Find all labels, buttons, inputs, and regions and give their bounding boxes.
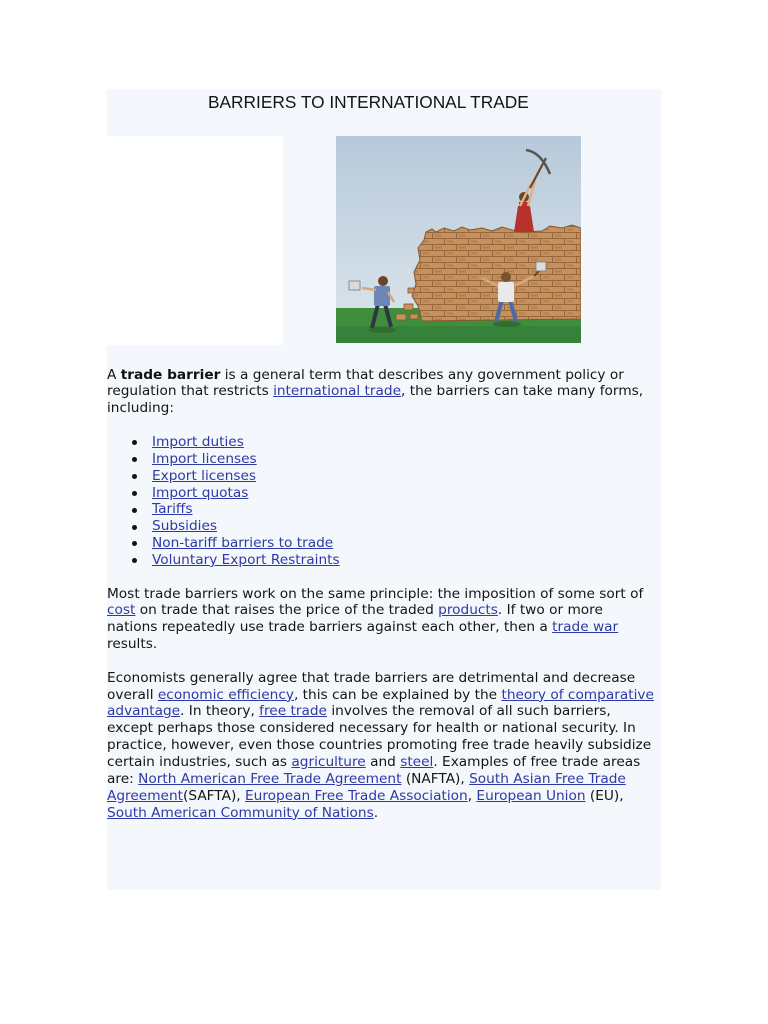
text-line: [107, 687, 663, 704]
text-run: . In theory,: [180, 703, 260, 720]
text-run: and: [365, 754, 401, 770]
link-economic-efficiency[interactable]: economic efficiency: [157, 686, 294, 703]
list-item: [107, 485, 663, 502]
link-agriculture[interactable]: agriculture: [291, 754, 366, 770]
text-run: involves the removal of all such barriers,: [326, 703, 611, 720]
link-safta[interactable]: Agreement: [107, 787, 184, 804]
link-theory-of-comparative-advantage[interactable]: advantage: [107, 703, 181, 720]
text-run: including:: [107, 400, 174, 417]
rubble: [408, 288, 414, 293]
text-line: [107, 703, 663, 720]
text-run: overall: [107, 686, 158, 703]
text-run: certain industries, such as: [107, 754, 292, 770]
link-free-trade[interactable]: free trade: [259, 703, 327, 720]
text-line: [107, 788, 663, 805]
text-run: (SAFTA),: [183, 787, 246, 804]
text-run: Most trade barriers work on the same principle: the imposition of some sort of: [107, 585, 644, 602]
list-item: [107, 468, 663, 485]
blank-image-area: [107, 136, 283, 345]
intro-paragraph: [107, 367, 663, 418]
sledgehammer-head: [536, 262, 546, 271]
rubble: [410, 314, 418, 319]
link-cost[interactable]: cost: [107, 602, 136, 619]
text-line: [107, 720, 663, 737]
text-run: Economists generally agree that trade barriers are detrimental and decrease: [107, 669, 636, 686]
text-line: [107, 805, 663, 822]
text-line: [107, 367, 663, 384]
illustration-svg: [336, 136, 581, 343]
brick-wall: [396, 225, 581, 321]
document-card: [107, 89, 661, 890]
link-efta[interactable]: European Free Trade Association: [245, 787, 468, 804]
link-safta[interactable]: South Asian Free Trade: [469, 770, 626, 787]
link-tariffs[interactable]: Tariffs: [152, 501, 193, 518]
link-non-tariff-barriers[interactable]: Non-tariff barriers to trade: [152, 535, 334, 552]
hammer-head: [349, 281, 360, 290]
text-run: . Examples of free trade areas: [433, 754, 641, 770]
text-run: except perhaps those considered necessary for health or national security. In: [107, 720, 636, 737]
text-line: [107, 383, 663, 400]
text-run: A: [107, 366, 121, 383]
list-item: [107, 518, 663, 535]
text-line: [107, 619, 663, 636]
list-item: [107, 451, 663, 468]
text-run: nations repeatedly use trade barriers against each other, then a: [107, 619, 553, 636]
list-item: [107, 434, 663, 451]
list-item: [107, 501, 663, 518]
link-european-union[interactable]: European Union: [476, 787, 586, 804]
rubble: [396, 314, 406, 320]
economists-paragraph: [107, 670, 663, 822]
text-run: (EU),: [585, 787, 624, 804]
principle-paragraph: [107, 586, 663, 653]
text-run: (NAFTA),: [401, 770, 470, 787]
barrier-types-list: [107, 434, 663, 569]
text-run: are:: [107, 770, 139, 787]
link-import-quotas[interactable]: Import quotas: [152, 484, 249, 501]
text-line: [107, 771, 663, 788]
text-line: [107, 754, 663, 771]
link-import-duties[interactable]: Import duties: [152, 433, 244, 450]
link-steel[interactable]: steel: [400, 754, 434, 770]
link-export-licenses[interactable]: Export licenses: [152, 467, 257, 484]
text-run: regulation that restricts: [107, 383, 274, 400]
text-run: results.: [107, 636, 158, 653]
text-line: [107, 737, 663, 754]
link-subsidies[interactable]: Subsidies: [152, 518, 218, 535]
text-run: .: [373, 804, 379, 821]
text-run: . If two or more: [497, 602, 603, 619]
link-theory-of-comparative-advantage[interactable]: theory of comparative: [501, 686, 654, 703]
trade-barrier-wall-illustration: [336, 136, 581, 343]
text-run: is a general term that describes any government policy or: [220, 366, 624, 383]
text-line: [107, 586, 663, 603]
list-item: [107, 535, 663, 552]
page-title: BARRIERS TO INTERNATIONAL TRADE: [208, 92, 529, 112]
text-line: [107, 602, 663, 619]
text-run: ,: [467, 787, 477, 804]
text-line: [107, 636, 663, 653]
article-body: [107, 367, 663, 839]
link-products[interactable]: products: [438, 602, 498, 619]
link-import-licenses[interactable]: Import licenses: [152, 450, 257, 467]
link-south-american-community[interactable]: South American Community of Nations: [107, 804, 374, 821]
link-trade-war[interactable]: trade war: [552, 619, 619, 636]
text-run: , this can be explained by the: [293, 686, 502, 703]
term-trade-barrier: trade barrier: [120, 366, 221, 383]
text-line: [107, 400, 663, 417]
link-international-trade[interactable]: international trade: [273, 383, 402, 400]
rubble: [404, 304, 413, 310]
text-run: , the barriers can take many forms,: [401, 383, 644, 400]
link-voluntary-export-restraints[interactable]: Voluntary Export Restraints: [152, 551, 340, 568]
text-run: on trade that raises the price of the traded: [135, 602, 439, 619]
text-line: [107, 670, 663, 687]
link-nafta[interactable]: North American Free Trade Agreement: [138, 770, 402, 787]
text-run: practice, however, even those countries promoting free trade heavily subsidize: [107, 737, 652, 754]
list-item: [107, 552, 663, 569]
